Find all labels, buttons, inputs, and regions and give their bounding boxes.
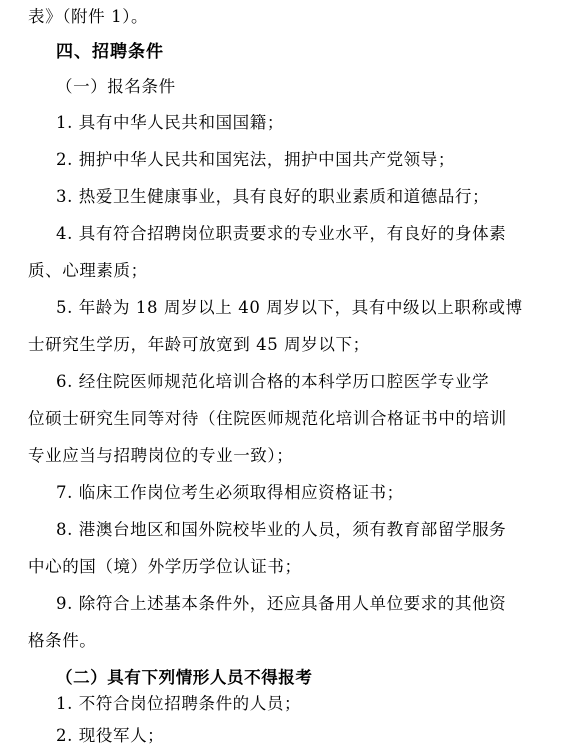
list-item-6-continued-2: 专业应当与招聘岗位的专业一致）；: [28, 446, 294, 465]
list-item-6: 6. 经住院医师规范化培训合格的本科学历口腔医学专业学: [56, 372, 490, 391]
section-heading-recruitment-conditions: 四、招聘条件: [56, 42, 164, 62]
disqualification-item-2: 2. 现役军人；: [56, 726, 165, 745]
text-line-attachment-ref: 表》（附件 1）。: [28, 7, 149, 26]
list-item-8-continued: 中心的国（境）外学历学位认证书；: [28, 557, 302, 576]
list-item-5: 5. 年龄为 18 周岁以上 40 周岁以下，具有中级以上职称或博: [56, 298, 523, 317]
list-item-9: 9. 除符合上述基本条件外，还应具备用人单位要求的其他资: [56, 594, 507, 613]
subsection-heading-application-conditions: （一）报名条件: [56, 77, 176, 96]
list-item-7: 7. 临床工作岗位考生必须取得相应资格证书；: [56, 483, 404, 502]
list-item-9-continued: 格条件。: [28, 631, 97, 650]
list-item-3: 3. 热爱卫生健康事业，具有良好的职业素质和道德品行；: [56, 187, 490, 206]
list-item-2: 2. 拥护中华人民共和国宪法，拥护中国共产党领导；: [56, 150, 455, 169]
list-item-4: 4. 具有符合招聘岗位职责要求的专业水平，有良好的身体素: [56, 224, 507, 243]
list-item-1: 1. 具有中华人民共和国国籍；: [56, 113, 284, 132]
list-item-4-continued: 质、心理素质；: [28, 261, 148, 280]
disqualification-item-1: 1. 不符合岗位招聘条件的人员；: [56, 694, 302, 713]
list-item-5-continued: 士研究生学历，年龄可放宽到 45 周岁以下；: [28, 335, 370, 354]
list-item-8: 8. 港澳台地区和国外院校毕业的人员，须有教育部留学服务: [56, 520, 507, 539]
list-item-6-continued-1: 位硕士研究生同等对待（住院医师规范化培训合格证书中的培训: [28, 409, 507, 428]
subsection-heading-disqualifications: （二）具有下列情形人员不得报考: [56, 668, 313, 687]
